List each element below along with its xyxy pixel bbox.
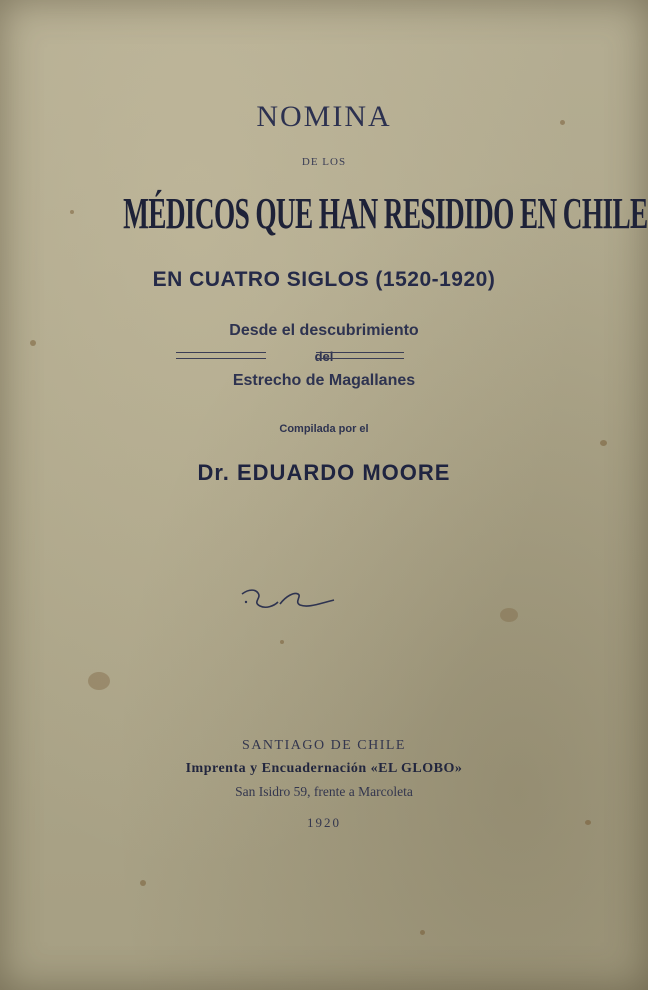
foxing-speck: [140, 880, 146, 886]
imprint-address: San Isidro 59, frente a Marcoleta: [235, 784, 413, 799]
imprint-year: 1920: [307, 815, 341, 830]
imprint-city: SANTIAGO DE CHILE: [242, 738, 406, 753]
title-period: EN CUATRO SIGLOS (1520-1920): [152, 268, 496, 291]
foxing-speck: [280, 640, 284, 644]
foxing-speck: [88, 672, 110, 690]
subtitle-line-2: del: [314, 349, 334, 364]
compiled-by-label: Compilada por el: [279, 423, 369, 435]
right-double-rule: [316, 352, 404, 359]
subtitle-line-3: Estrecho de Magallanes: [232, 372, 416, 389]
imprint-printer: Imprenta y Encuadernación «EL GLOBO»: [185, 761, 463, 776]
author-name: Dr. EDUARDO MOORE: [197, 460, 451, 485]
foxing-speck: [600, 440, 607, 446]
foxing-speck: [560, 120, 565, 125]
foxing-speck: [585, 820, 591, 825]
ornament-flourish-icon: [238, 584, 338, 612]
title-subject: MÉDICOS QUE HAN RESIDIDO EN CHILE: [123, 189, 648, 238]
foxing-speck: [500, 608, 518, 622]
subtitle-line-1: Desde el descubrimiento: [229, 322, 419, 339]
foxing-speck: [70, 210, 74, 214]
foxing-speck: [420, 930, 425, 935]
foxing-speck: [30, 340, 36, 346]
cover-title: NOMINA: [256, 100, 392, 133]
title-connector: DE LOS: [301, 156, 347, 168]
